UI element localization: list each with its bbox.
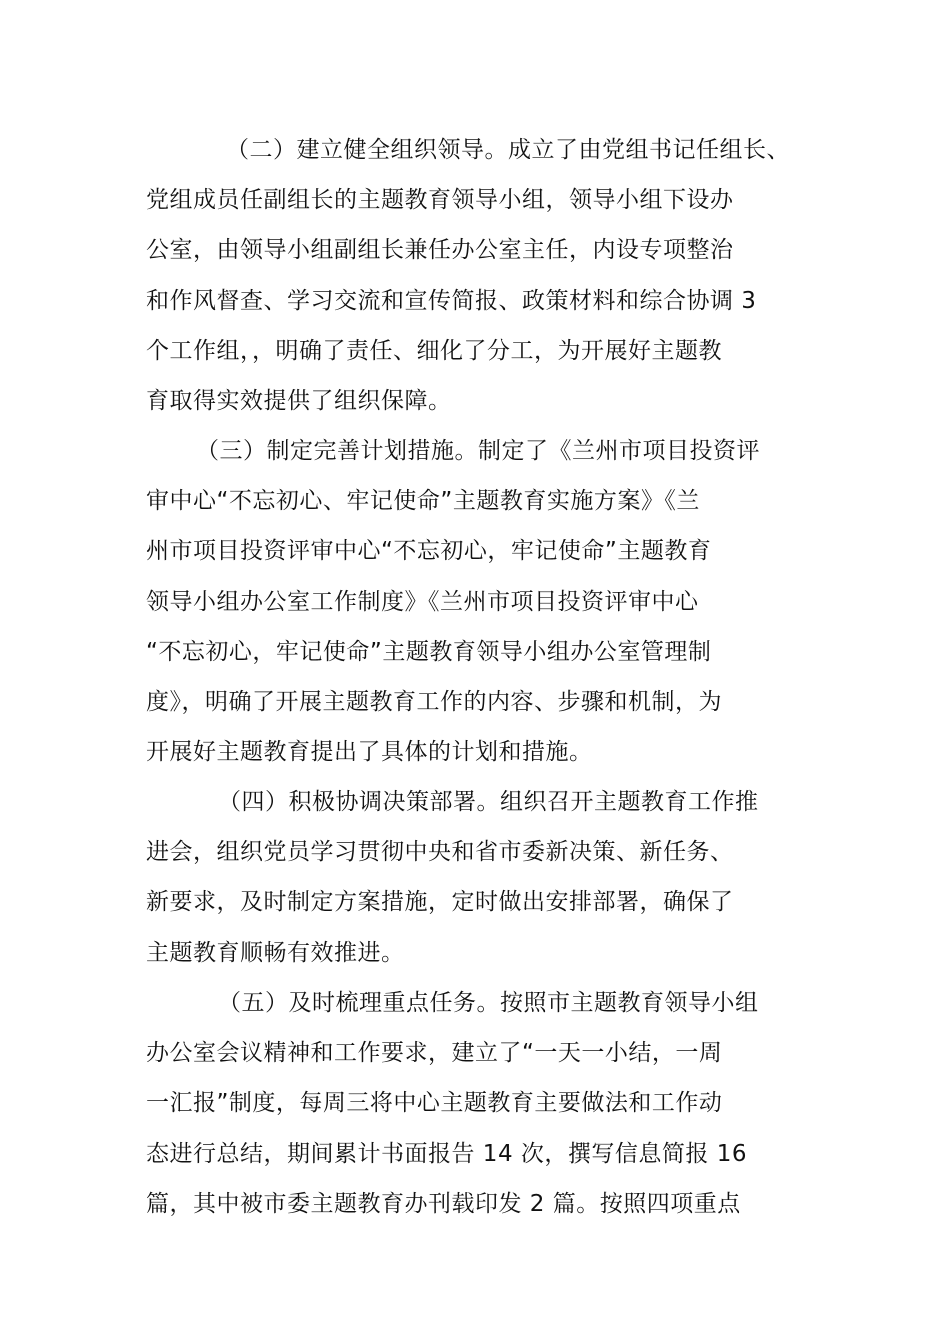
text-line: （二）建立健全组织领导。成立了由党组书记任组长、	[226, 137, 790, 163]
text-line: 开展好主题教育提出了具体的计划和措施。	[146, 739, 593, 766]
text-line: （三）制定完善计划措施。制定了《兰州市项目投资评	[196, 438, 760, 464]
text-line: 公室，由领导小组副组长兼任办公室主任，内设专项整治	[146, 237, 734, 264]
text-line: “不忘初心，牢记使命”主题教育领导小组办公室管理制	[146, 638, 712, 665]
text-line: 办公室会议精神和工作要求，建立了“一天一小结，一周	[146, 1040, 723, 1067]
text-line: 育取得实效提供了组织保障。	[146, 387, 452, 414]
text-line: 和作风督查、学习交流和宣传简报、政策材料和综合协调 3	[146, 287, 757, 314]
text-line: 州市项目投资评审中心“不忘初心，牢记使命”主题教育	[146, 538, 712, 565]
text-line: 篇，其中被市委主题教育办刊载印发 2 篇。按照四项重点	[146, 1190, 741, 1217]
text-line: 新要求，及时制定方案措施，定时做出安排部署，确保了	[146, 889, 734, 916]
paragraph-key-tasks	[146, 978, 816, 1229]
text-line: 主题教育顺畅有效推进。	[146, 939, 405, 966]
text-line: 个工作组，，明确了责任、细化了分工，为开展好主题教	[146, 337, 722, 364]
paragraph-coordination	[146, 777, 816, 978]
text-line: 度》，明确了开展主题教育工作的内容、步骤和机制，为	[146, 688, 722, 715]
text-line: （五）及时梳理重点任务。按照市主题教育领导小组	[218, 990, 759, 1016]
text-line: 态进行总结，期间累计书面报告 14 次，撰写信息简报 16	[146, 1140, 747, 1167]
text-line: 一汇报”制度，每周三将中心主题教育主要做法和工作动	[146, 1090, 723, 1117]
text-line: （四）积极协调决策部署。组织召开主题教育工作推	[218, 789, 759, 815]
text-line: 审中心“不忘初心、牢记使命”主题教育实施方案》《兰	[146, 488, 700, 515]
paragraph-leadership	[146, 125, 816, 426]
text-line: 进会，组织党员学习贯彻中央和省市委新决策、新任务、	[146, 839, 734, 866]
text-line: 党组成员任副组长的主题教育领导小组，领导小组下设办	[146, 187, 734, 214]
paragraph-plan-measures	[146, 426, 816, 777]
text-line: 领导小组办公室工作制度》《兰州市项目投资评审中心	[146, 588, 699, 615]
